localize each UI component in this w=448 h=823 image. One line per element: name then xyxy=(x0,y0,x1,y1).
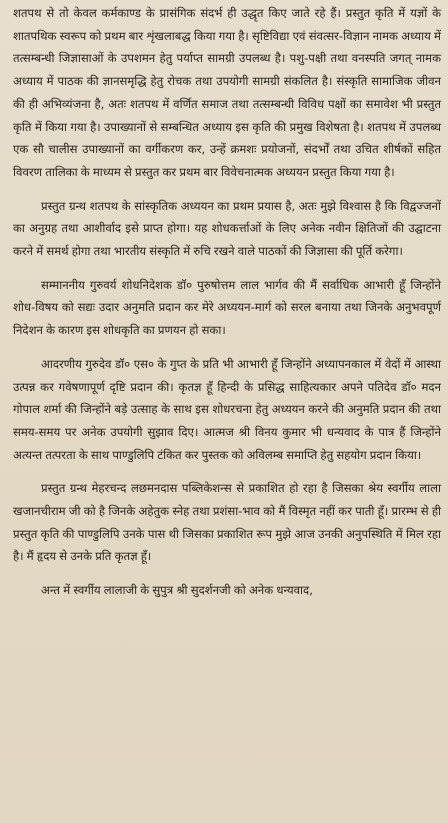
paragraph-first-attempt: प्रस्तुत ग्रन्थ शतपथ के सांस्कृतिक अध्ययन का प्रथम प्रयास है, अतः मुझे विश्वास है कि विद्वज्जनों का अनुग्रह तथा आशीर्वाद इसे प्राप्त होगा। यह शोधकर्त्ताओं के लिए अनेक नवीन क्षितिजों की उद्घाटना करने में समर्थ होगा तथा भारतीय संस्कृति में रुचि रखने वाले पाठकों की जिज्ञासा की पूर्ति करेगा। xyxy=(13,198,441,259)
paragraph-publisher: प्रस्तुत ग्रन्थ मेहरचन्द लछमनदास पब्लिकेशन्स से प्रकाशित हो रहा है जिसका श्रेय स्वर्गीय लाला खजानचीराम जी को है जिनके अहेतुक स्नेह तथा प्रशंसा-भाव को मैं विस्मृत नहीं कर पाती हूँ। प्रारम्भ से ही प्रस्तुत कृति की पाण्डुलिपि उनके पास थी जिसका प्रकाशित रूप मुझे आज उनकी अनुपस्थिति में मिल रहा है। मैं हृदय से उनके प्रति कृतज्ञ हूँ। xyxy=(13,481,441,564)
paragraph-thanks-supervisor: सम्माननीय गुरुवर्य शोधनिदेशक डॉ० पुरुषोत्तम लाल भार्गव की मैं सर्वाधिक आभारी हूँ जिन्होंने शोध-विषय को सद्यः उदार अनुमति प्रदान कर मेरे अध्ययन-मार्ग को सरल बनाया तथा जिनके अनुभवपूर्ण निदेशन के कारण इस शोधकृति का प्रणयन हो सका। xyxy=(13,277,441,338)
paragraph-thanks-family: आदरणीय गुरुदेव डॉ० एस० के गुप्त के प्रति भी आभारी हूँ जिन्होंने अध्यापनकाल में वेदों में आस्था उत्पन्न कर गवेषणापूर्ण दृष्टि प्रदान की। कृतज्ञ हूँ हिन्दी के प्रसिद्ध साहित्यकार अपने पतिदेव डॉ० मदन गोपाल शर्मा की जिन्होंने बड़े उत्साह के साथ इस शोधरचना हेतु अध्ययन करने की अनुमति प्रदान की तथा समय-समय पर अनेक उपयोगी सुझाव दिए। आत्मज श्री विनय कुमार भी धन्यवाद के पात्र हैं जिन्होंने अत्यन्त तत्परता के साथ पाण्डुलिपि टंकित कर पुस्तक को अविलम्ब समाप्ति हेतु सहयोग प्रदान किया। xyxy=(13,356,441,462)
paragraph-shatapatha-scope: शतपथ से तो केवल कर्मकाण्ड के प्रासंगिक संदर्भ ही उद्धृत किए जाते रहे हैं। प्रस्तुत कृति में यज्ञों के शातपथिक स्वरूप को प्रथम बार शृंखलाबद्ध किया गया है। सृष्टिविद्या एवं संवत्सर-विज्ञान नामक अध्याय में तत्सम्बन्धी जिज्ञासाओं के उपशमन हेतु पर्याप्त सामग्री उपलब्ध है। पशु-पक्षी तथा वनस्पति जगत् नामक अध्याय में पाठक की ज्ञानसमृद्धि हेतु रोचक तथा उपयोगी सामग्री संकलित है। संस्कृति सामाजिक जीवन की ही अभिव्यंजना है, अतः शतपथ में वर्णित समाज तथा तत्सम्बन्धी विविध पक्षों का समावेश भी प्रस्तुत कृति में किया गया है। उपाख्यानों से सम्बन्धित अध्याय इस कृति की प्रमुख विशेषता है। शतपथ में उपलब्ध एक सौ चालीस उपाख्यानों का वर्गीकरण कर, उन्हें क्रमशः प्रयोजनों, संदर्भों तथा उचित शीर्षकों सहित विवरण तालिका के माध्यम से प्रस्तुत कर प्रथम बार विवेचनात्मक अध्ययन प्रस्तुत किया गया है। xyxy=(13,6,441,179)
paragraph-closing-thanks: अन्त में स्वर्गीय लालाजी के सुपुत्र श्री सुदर्शनजी को अनेक धन्यवाद, xyxy=(41,583,313,598)
